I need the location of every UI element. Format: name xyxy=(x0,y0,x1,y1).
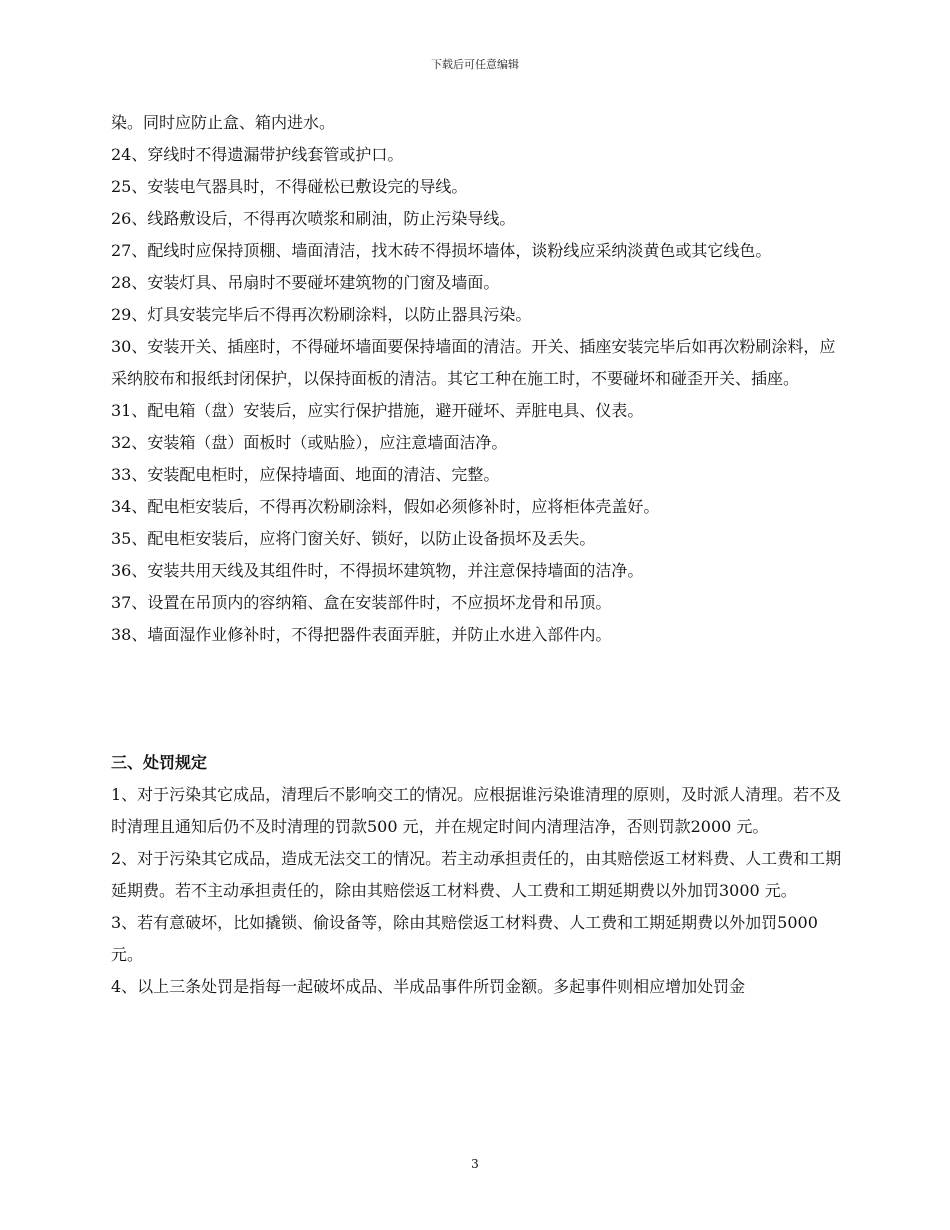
paragraph: 1、对于污染其它成品，清理后不影响交工的情况。应根据谁污染谁清理的原则，及时派人清理。若不及时清理且通知后仍不及时清理的罚款500 元，并在规定时间内清理洁净，否则罚款2000 元。 xyxy=(111,785,842,836)
paragraph: 27、配线时应保持顶棚、墙面清洁，找木砖不得损坏墙体，谈粉线应采纳淡黄色或其它线色。 xyxy=(111,241,772,260)
document-body xyxy=(111,107,851,1003)
paragraph: 34、配电柜安装后，不得再次粉刷涂料，假如必须修补时，应将柜体壳盖好。 xyxy=(111,497,660,516)
paragraph: 37、设置在吊顶内的容纳箱、盒在安装部件时，不应损坏龙骨和吊顶。 xyxy=(111,593,612,612)
page-header: 下载后可任意编辑 xyxy=(431,58,519,71)
paragraph: 25、安装电气器具时，不得碰松已敷设完的导线。 xyxy=(111,177,468,196)
paragraph: 24、穿线时不得遗漏带护线套管或护口。 xyxy=(111,145,404,164)
paragraph: 30、安装开关、插座时，不得碰坏墙面要保持墙面的清洁。开关、插座安装完毕后如再次粉刷涂料，应采纳胶布和报纸封闭保护，以保持面板的清洁。其它工种在施工时，不要碰坏和碰歪开关、插座。 xyxy=(111,337,836,388)
paragraph: 38、墙面湿作业修补时，不得把器件表面弄脏，并防止水进入部件内。 xyxy=(111,625,612,644)
paragraph: 29、灯具安装完毕后不得再次粉刷涂料，以防止器具污染。 xyxy=(111,305,532,324)
paragraph: 35、配电柜安装后，应将门窗关好、锁好，以防止设备损坏及丢失。 xyxy=(111,529,596,548)
paragraph: 26、线路敷设后，不得再次喷浆和刷油，防止污染导线。 xyxy=(111,209,516,228)
paragraph: 31、配电箱（盘）安装后，应实行保护措施，避开碰坏、弄脏电具、仪表。 xyxy=(111,401,644,420)
paragraph: 36、安装共用天线及其组件时，不得损坏建筑物，并注意保持墙面的洁净。 xyxy=(111,561,644,580)
paragraph: 28、安装灯具、吊扇时不要碰坏建筑物的门窗及墙面。 xyxy=(111,273,500,292)
paragraph: 32、安装箱（盘）面板时（或贴脸），应注意墙面洁净。 xyxy=(111,433,508,452)
paragraph: 4、以上三条处罚是指每一起破坏成品、半成品事件所罚金额。多起事件则相应增加处罚金 xyxy=(111,977,746,996)
page-number: 3 xyxy=(471,1157,479,1171)
paragraph: 3、若有意破坏，比如撬锁、偷设备等，除由其赔偿返工材料费、人工费和工期延期费以外加罚5000 元。 xyxy=(111,913,818,964)
section-heading: 三、处罚规定 xyxy=(111,753,208,772)
paragraph: 染。同时应防止盒、箱内进水。 xyxy=(111,113,336,132)
paragraph: 2、对于污染其它成品，造成无法交工的情况。若主动承担责任的，由其赔偿返工材料费、人工费和工期延期费。若不主动承担责任的，除由其赔偿返工材料费、人工费和工期延期费以外加罚3000 元。 xyxy=(111,849,842,900)
paragraph: 33、安装配电柜时，应保持墙面、地面的清洁、完整。 xyxy=(111,465,500,484)
